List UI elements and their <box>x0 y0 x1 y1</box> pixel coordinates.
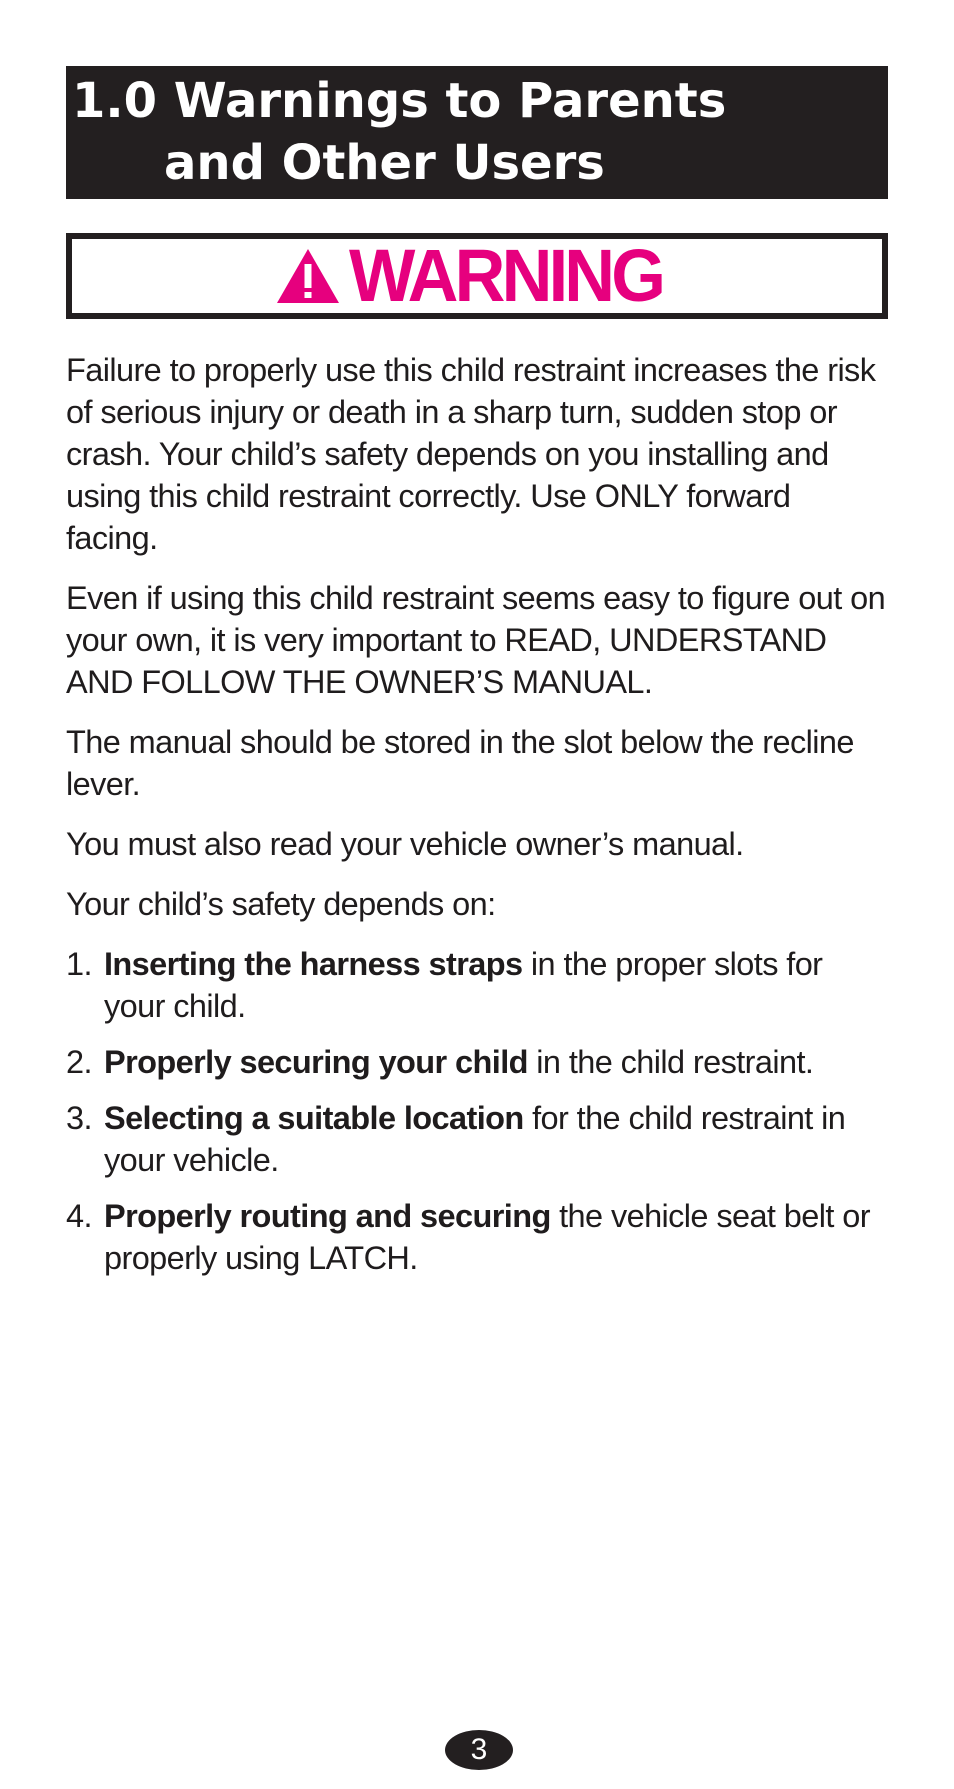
section-title-line-1: 1.0 Warnings to Parents <box>72 73 727 129</box>
warning-label: WARNING <box>349 234 663 317</box>
list-number: 2. <box>66 1044 92 1080</box>
list-number: 3. <box>66 1100 92 1136</box>
section-title-line-2: and Other Users <box>164 135 605 191</box>
paragraph: Your child’s safety depends on: <box>66 886 496 922</box>
list-item <box>66 1097 888 1181</box>
list-item-bold: Inserting the harness straps <box>104 946 523 982</box>
list-item-text: in the proper slots for your child. <box>104 946 823 1024</box>
warning-triangle-icon <box>275 247 341 305</box>
list-item-text: for the child restraint in your vehicle. <box>104 1100 846 1178</box>
warning-banner <box>66 233 888 319</box>
list-item-bold: Properly routing and securing <box>104 1198 551 1234</box>
list-item <box>66 943 888 1027</box>
manual-page <box>66 66 888 1293</box>
safety-list <box>66 943 888 1279</box>
list-number: 1. <box>66 946 92 982</box>
paragraph: The manual should be stored in the slot below the recline lever. <box>66 724 854 802</box>
list-number: 4. <box>66 1198 92 1234</box>
list-item <box>66 1195 888 1279</box>
paragraph: Failure to properly use this child restraint increases the risk of serious injury or death in a sharp turn, sudden stop or crash. Your child’s safety depends on you installing and using this child restraint correctly. Use ONLY forward facing. <box>66 352 876 556</box>
list-item <box>66 1041 888 1083</box>
list-item-text: the vehicle seat belt or properly using LATCH. <box>104 1198 870 1276</box>
list-item-bold: Selecting a suitable location <box>104 1100 524 1136</box>
paragraph: You must also read your vehicle owner’s manual. <box>66 826 744 862</box>
list-item-text: in the child restraint. <box>527 1044 814 1080</box>
warning-body <box>66 349 888 1279</box>
list-item-bold: Properly securing your child <box>104 1044 528 1080</box>
paragraph: Even if using this child restraint seems easy to figure out on your own, it is very important to READ, UNDERSTAND AND FOLLOW THE OWNER’S MANUAL. <box>66 580 886 700</box>
page-number: 3 <box>445 1730 513 1770</box>
section-heading <box>66 66 888 199</box>
